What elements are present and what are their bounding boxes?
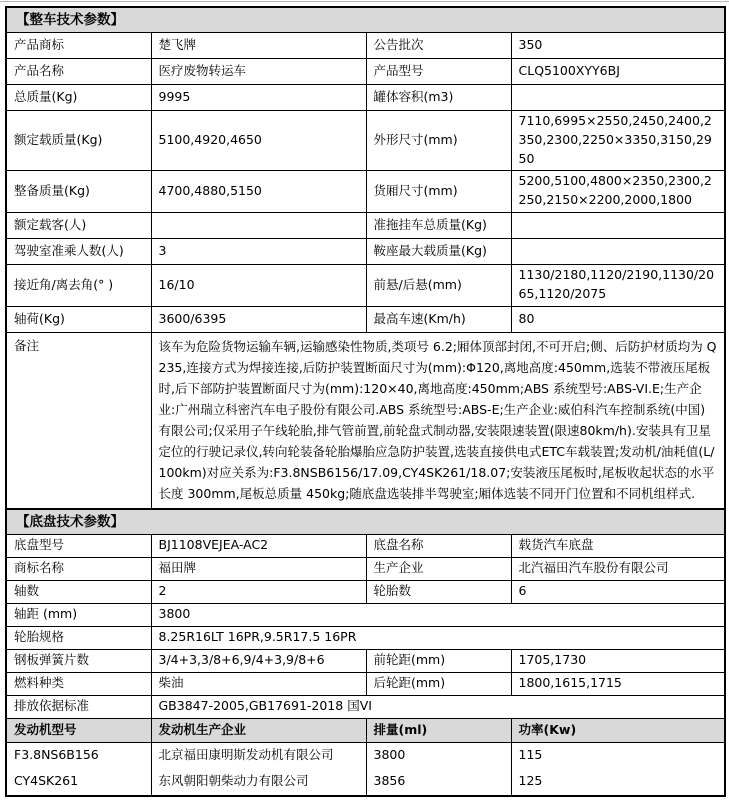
- spec-label: 前悬/后悬(mm): [366, 264, 511, 306]
- engine-displacement: 3800: [373, 747, 406, 763]
- engine-model-cell: [6, 742, 151, 796]
- spec-label: 生产企业: [366, 557, 511, 580]
- table-row: [6, 649, 725, 672]
- engine-power-cell: [511, 742, 725, 796]
- table-row: [6, 534, 725, 557]
- spec-value: 柴油: [151, 672, 366, 695]
- spec-label: 轴数: [6, 580, 151, 603]
- spec-value: [511, 212, 725, 238]
- spec-label: 轮胎规格: [6, 626, 151, 649]
- spec-value: [151, 212, 366, 238]
- spec-label: 轴距 (mm): [6, 603, 151, 626]
- spec-label: 产品名称: [6, 59, 151, 85]
- table-row: [6, 238, 725, 264]
- remark-label: 备注: [6, 332, 151, 509]
- spec-label: 公告批次: [366, 33, 511, 59]
- engine-displacement-cell: [366, 742, 511, 796]
- spec-label: 总质量(Kg): [6, 85, 151, 111]
- spec-value: 16/10: [151, 264, 366, 306]
- spec-label: 额定载客(人): [6, 212, 151, 238]
- spec-value: 5100,4920,4650: [151, 111, 366, 170]
- table-row: [6, 212, 725, 238]
- spec-value: 350: [511, 33, 725, 59]
- engine-power: 115: [518, 747, 543, 763]
- spec-value: 载货汽车底盘: [511, 534, 725, 557]
- spec-label: 产品型号: [366, 59, 511, 85]
- spec-value: [511, 85, 725, 111]
- spec-label: 准拖挂车总质量(Kg): [366, 212, 511, 238]
- spec-value: GB3847-2005,GB17691-2018 国VI: [151, 695, 725, 718]
- engine-col-header: 排量(ml): [366, 718, 511, 742]
- vehicle-spec-table: [5, 6, 726, 797]
- spec-value: BJ1108VEJEA-AC2: [151, 534, 366, 557]
- spec-value: 3800: [151, 603, 725, 626]
- spec-label: 排放依据标准: [6, 695, 151, 718]
- spec-label: 前轮距(mm): [366, 649, 511, 672]
- spec-label: 最高车速(Km/h): [366, 306, 511, 332]
- spec-label: 轴荷(Kg): [6, 306, 151, 332]
- spec-value: 4700,4880,5150: [151, 170, 366, 212]
- section-header-chassis: [6, 509, 725, 535]
- table-row: [6, 85, 725, 111]
- page-top-rule: [0, 1, 729, 2]
- spec-label: 钢板弹簧片数: [6, 649, 151, 672]
- spec-value: 医疗废物转运车: [151, 59, 366, 85]
- spec-value: 6: [511, 580, 725, 603]
- engine-manufacturer: 北京福田康明斯发动机有限公司: [158, 747, 334, 763]
- table-row: [6, 59, 725, 85]
- engine-col-header: 功率(Kw): [511, 718, 725, 742]
- spec-value: 1800,1615,1715: [511, 672, 725, 695]
- table-row: [6, 264, 725, 306]
- table-row: [6, 557, 725, 580]
- spec-value: 3/4+3,3/8+6,9/4+3,9/8+6: [151, 649, 366, 672]
- engine-data-row: [6, 742, 725, 796]
- table-row: [6, 306, 725, 332]
- engine-power: 125: [518, 773, 543, 789]
- spec-value: 5200,5100,4800×2350,2300,2250,2150×2200,2000,1800: [511, 170, 725, 212]
- spec-value: 3: [151, 238, 366, 264]
- remark-text: 该车为危险货物运输车辆,运输感染性物质,类项号 6.2;厢体顶部封闭,不可开启;侧、后防护材质均为 Q235,连接方式为焊接连接,后防护装置断面尺寸为(mm):Φ120,离地高度:450mm,选装不带液压尾板时,后下部防护装置断面尺寸为(mm):120×40,离地高度:450mm;ABS 系统型号:ABS-VI.E;生产企业:广州瑞立科密汽车电子股份有限公司.ABS 系统型号:ABS-E;生产企业:威伯科汽车控制系统(中国)有限公司;仅采用子午线轮胎,排气管前置,前轮盘式制动器,安装限速装置(限速80km/h).安装具有卫星定位的行驶记录仪,转向轮装备轮胎爆胎应急防护装置,选装直接供电式ETC车载装置;发动机/油耗值(L/100km)对应关系为:F3.8NSB6156/17.09,CY4SK261/18.07;安装液压尾板时,尾板收起状态的水平长度 300mm,尾板总质量 450kg;随底盘选装排半驾驶室;厢体选装不同开门位置和不同机组样式.: [151, 332, 725, 509]
- engine-manufacturer-cell: [151, 742, 366, 796]
- spec-value: CLQ5100XYY6BJ: [511, 59, 725, 85]
- spec-label: 轮胎数: [366, 580, 511, 603]
- spec-label: 额定载质量(Kg): [6, 111, 151, 170]
- table-row: [6, 580, 725, 603]
- section-title-vehicle: 【整车技术参数】: [6, 7, 725, 33]
- spec-label: 整备质量(Kg): [6, 170, 151, 212]
- spec-value: 楚飞牌: [151, 33, 366, 59]
- spec-label: 驾驶室准乘人数(人): [6, 238, 151, 264]
- spec-value: 7110,6995×2550,2450,2400,2350,2300,2250×3350,3150,2950: [511, 111, 725, 170]
- spec-label: 燃料种类: [6, 672, 151, 695]
- section-title-chassis: 【底盘技术参数】: [6, 509, 725, 535]
- spec-label: 底盘名称: [366, 534, 511, 557]
- spec-value: 1705,1730: [511, 649, 725, 672]
- spec-label: 产品商标: [6, 33, 151, 59]
- spec-label: 商标名称: [6, 557, 151, 580]
- section-header-vehicle: [6, 7, 725, 33]
- spec-value: 80: [511, 306, 725, 332]
- table-row: [6, 33, 725, 59]
- spec-label: 鞍座最大载质量(Kg): [366, 238, 511, 264]
- spec-label: 底盘型号: [6, 534, 151, 557]
- engine-displacement: 3856: [373, 773, 406, 789]
- spec-label: 罐体容积(m3): [366, 85, 511, 111]
- remark-row: [6, 332, 725, 509]
- table-row: [6, 695, 725, 718]
- engine-manufacturer: 东风朝阳朝柴动力有限公司: [158, 773, 309, 789]
- spec-value: 福田牌: [151, 557, 366, 580]
- spec-value: [511, 238, 725, 264]
- spec-label: 货厢尺寸(mm): [366, 170, 511, 212]
- spec-label: 外形尺寸(mm): [366, 111, 511, 170]
- spec-value: 北汽福田汽车股份有限公司: [511, 557, 725, 580]
- table-row: [6, 170, 725, 212]
- spec-label: 后轮距(mm): [366, 672, 511, 695]
- engine-header-row: [6, 718, 725, 742]
- spec-value: 3600/6395: [151, 306, 366, 332]
- table-row: [6, 603, 725, 626]
- engine-col-header: 发动机型号: [6, 718, 151, 742]
- table-row: [6, 672, 725, 695]
- table-row: [6, 626, 725, 649]
- spec-value: 2: [151, 580, 366, 603]
- spec-value: 9995: [151, 85, 366, 111]
- table-row: [6, 111, 725, 170]
- spec-label: 接近角/离去角(° ): [6, 264, 151, 306]
- engine-model: F3.8NS6B156: [14, 747, 99, 763]
- spec-value: 8.25R16LT 16PR,9.5R17.5 16PR: [151, 626, 725, 649]
- spec-value: 1130/2180,1120/2190,1130/2065,1120/2075: [511, 264, 725, 306]
- engine-col-header: 发动机生产企业: [151, 718, 366, 742]
- engine-model: CY4SK261: [14, 773, 79, 789]
